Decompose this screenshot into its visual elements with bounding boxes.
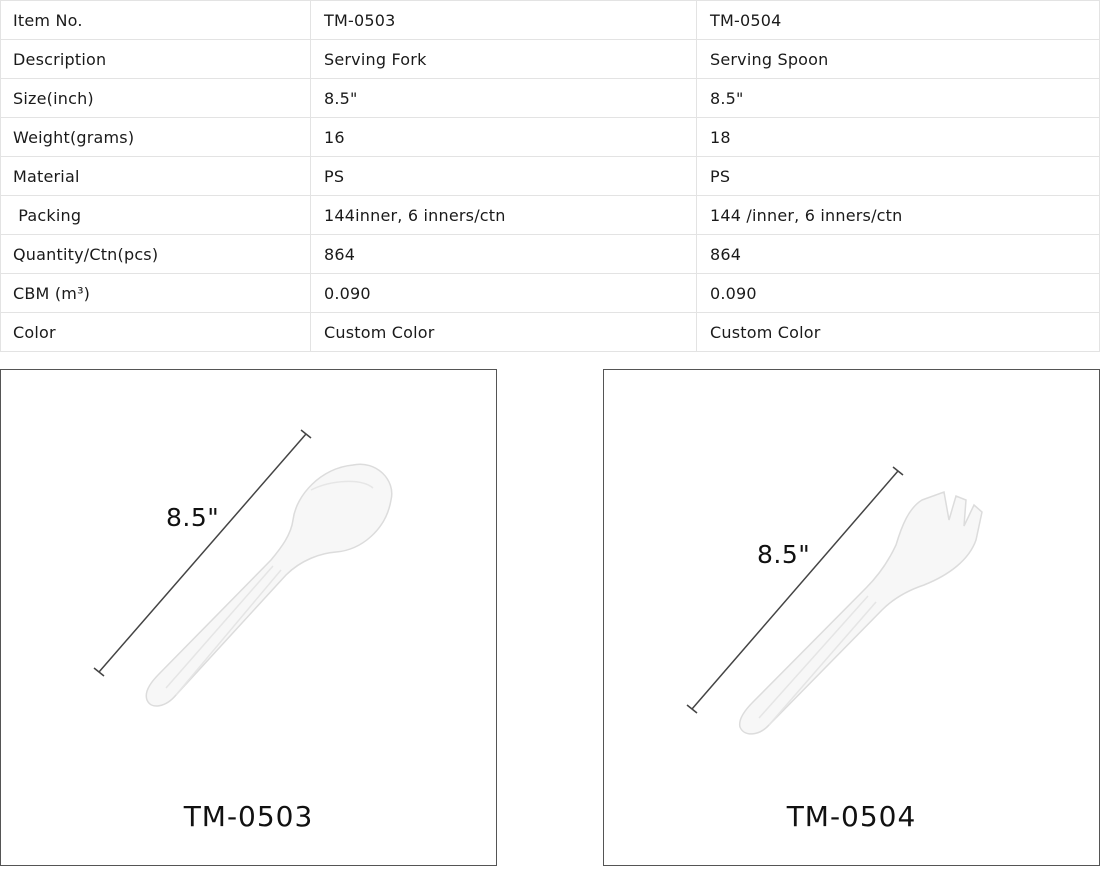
serving-spoon-illustration bbox=[1, 370, 496, 865]
row-value-a: TM-0503 bbox=[311, 1, 697, 40]
row-label: Material bbox=[1, 157, 311, 196]
row-value-b: Custom Color bbox=[697, 313, 1100, 352]
table-row bbox=[1, 157, 1100, 196]
row-label: Weight(grams) bbox=[1, 118, 311, 157]
row-value-b: PS bbox=[697, 157, 1100, 196]
row-value-a: 864 bbox=[311, 235, 697, 274]
table-row bbox=[1, 79, 1100, 118]
row-label: Quantity/Ctn(pcs) bbox=[1, 235, 311, 274]
row-value-b: 0.090 bbox=[697, 274, 1100, 313]
row-value-a: 8.5" bbox=[311, 79, 697, 118]
row-value-a: 144inner, 6 inners/ctn bbox=[311, 196, 697, 235]
table-row bbox=[1, 274, 1100, 313]
product-code-caption: TM-0503 bbox=[183, 800, 314, 833]
row-label: Size(inch) bbox=[1, 79, 311, 118]
row-value-a: PS bbox=[311, 157, 697, 196]
table-row bbox=[1, 118, 1100, 157]
product-panel-left bbox=[0, 369, 497, 866]
row-value-a: Custom Color bbox=[311, 313, 697, 352]
table-row bbox=[1, 235, 1100, 274]
row-value-a: 0.090 bbox=[311, 274, 697, 313]
product-panel-right bbox=[603, 369, 1100, 866]
row-value-b: 18 bbox=[697, 118, 1100, 157]
table-row bbox=[1, 313, 1100, 352]
row-label: Color bbox=[1, 313, 311, 352]
row-label: CBM (m³) bbox=[1, 274, 311, 313]
row-value-b: 8.5" bbox=[697, 79, 1100, 118]
row-label: Item No. bbox=[1, 1, 311, 40]
spoon-shape bbox=[146, 464, 391, 706]
table-row bbox=[1, 1, 1100, 40]
product-code-caption: TM-0504 bbox=[786, 800, 917, 833]
dimension-label: 8.5" bbox=[166, 503, 220, 532]
row-label: Packing bbox=[1, 196, 311, 235]
row-value-a: 16 bbox=[311, 118, 697, 157]
table-row bbox=[1, 40, 1100, 79]
serving-fork-illustration bbox=[604, 370, 1099, 865]
table-row bbox=[1, 196, 1100, 235]
row-value-b: 864 bbox=[697, 235, 1100, 274]
row-value-b: 144 /inner, 6 inners/ctn bbox=[697, 196, 1100, 235]
spec-table bbox=[0, 0, 1100, 352]
row-value-a: Serving Fork bbox=[311, 40, 697, 79]
dimension-label: 8.5" bbox=[757, 540, 811, 569]
row-label: Description bbox=[1, 40, 311, 79]
row-value-b: TM-0504 bbox=[697, 1, 1100, 40]
row-value-b: Serving Spoon bbox=[697, 40, 1100, 79]
